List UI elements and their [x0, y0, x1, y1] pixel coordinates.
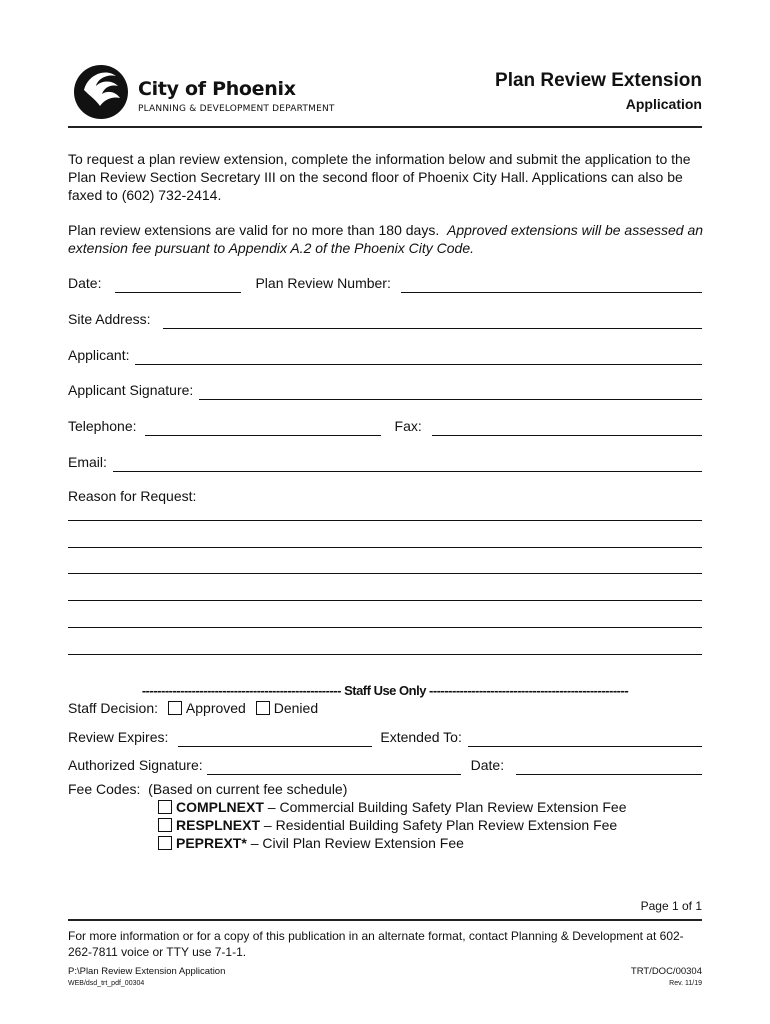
plan-review-number-label: Plan Review Number:: [255, 275, 391, 291]
fee-code: COMPLNEXT: [176, 799, 264, 815]
fee-description: – Civil Plan Review Extension Fee: [246, 835, 464, 851]
denied-checkbox[interactable]: [256, 701, 270, 715]
date-label: Date:: [68, 275, 102, 291]
site-address-label: Site Address:: [68, 311, 151, 327]
applicant-signature-label: Applicant Signature:: [68, 382, 194, 398]
header-divider: [68, 126, 702, 128]
fee-codes-note: (Based on current fee schedule): [148, 781, 348, 797]
reason-line[interactable]: [68, 654, 702, 655]
footer-left: [68, 966, 225, 990]
fee-code: PEPREXT*: [176, 835, 247, 851]
applicant-signature-field[interactable]: [199, 386, 702, 400]
denied-label: Denied: [273, 700, 319, 716]
authorized-signature-row: [68, 755, 702, 775]
plan-review-number-field[interactable]: [401, 279, 702, 293]
fee-codes-label: Fee Codes:: [68, 781, 141, 797]
footer-divider: [68, 919, 702, 921]
applicant-row: [68, 345, 702, 365]
fax-label: Fax:: [394, 418, 422, 434]
date-row: [68, 273, 702, 293]
applicant-signature-row: [68, 380, 702, 400]
document-title: Plan Review Extension: [495, 70, 702, 91]
date-field[interactable]: [115, 279, 241, 293]
phoenix-bird-icon: [70, 60, 132, 122]
applicant-label: Applicant:: [68, 347, 130, 363]
reason-line[interactable]: [68, 520, 702, 521]
reason-line[interactable]: [68, 600, 702, 601]
staff-use-separator: ---------------------------------------------------- Staff Use Only ----------------------------------------------------: [141, 683, 629, 698]
applicant-field[interactable]: [135, 351, 702, 365]
page-number: Page 1 of 1: [640, 899, 702, 913]
email-row: [68, 452, 702, 472]
staff-date-field[interactable]: [516, 761, 702, 775]
telephone-field[interactable]: [145, 422, 381, 436]
footer-contact-info: For more information or for a copy of this publication in an alternate format, contact Planning & Development at 602-262-7811 voice or TTY use 7-1-1.: [68, 929, 684, 959]
review-expires-label: Review Expires:: [68, 729, 169, 745]
site-address-row: [68, 309, 702, 329]
reason-line[interactable]: [68, 627, 702, 628]
email-field[interactable]: [113, 458, 702, 472]
fee-option-resplnext: [158, 817, 617, 833]
staff-decision-label: Staff Decision:: [68, 700, 159, 716]
authorized-signature-label: Authorized Signature:: [68, 757, 203, 773]
extended-to-label: Extended To:: [380, 729, 462, 745]
document-id: TRT/DOC/00304: [630, 966, 702, 977]
document-subtitle: Application: [625, 96, 702, 112]
fee-code: RESPLNEXT: [176, 817, 261, 833]
staff-decision-row: [68, 700, 318, 716]
review-expires-field[interactable]: [178, 733, 372, 747]
footer-right: [631, 966, 702, 990]
email-label: Email:: [68, 454, 107, 470]
reason-label: Reason for Request:: [68, 488, 197, 504]
complnext-checkbox[interactable]: [158, 800, 172, 814]
review-expires-row: [68, 727, 702, 747]
brand-block: [138, 78, 335, 114]
reason-line[interactable]: [68, 547, 702, 548]
fee-option-complnext: [158, 799, 627, 815]
fee-description: – Residential Building Safety Plan Review Extension Fee: [260, 817, 618, 833]
fee-codes-heading: [68, 781, 347, 797]
department-name: PLANNING & DEVELOPMENT DEPARTMENT: [138, 104, 335, 114]
fee-notice-text: Approved extensions will be assessed an extension fee pursuant to Appendix A.2 of the Phoenix City Code.: [68, 222, 704, 256]
validity-paragraph: [68, 221, 708, 257]
approved-checkbox[interactable]: [168, 701, 182, 715]
resplnext-checkbox[interactable]: [158, 818, 172, 832]
authorized-signature-field[interactable]: [207, 761, 461, 775]
site-address-field[interactable]: [163, 315, 703, 329]
fax-field[interactable]: [432, 422, 702, 436]
telephone-fax-row: [68, 416, 702, 436]
peprext-checkbox[interactable]: [158, 836, 172, 850]
org-name: City of Phoenix: [138, 78, 296, 100]
document-header: [68, 60, 702, 126]
file-path: P:\Plan Review Extension Application: [68, 966, 226, 977]
staff-date-label: Date:: [470, 757, 505, 773]
web-code: WEB/dsd_trt_pdf_00304: [68, 980, 145, 987]
fee-description: – Commercial Building Safety Plan Review Extension Fee: [263, 799, 627, 815]
fee-option-peprext: [158, 835, 464, 851]
validity-text: Plan review extensions are valid for no more than 180 days.: [68, 222, 440, 238]
revision: Rev. 11/19: [669, 980, 702, 987]
approved-label: Approved: [185, 700, 246, 716]
telephone-label: Telephone:: [68, 418, 137, 434]
reason-line[interactable]: [68, 573, 702, 574]
extended-to-field[interactable]: [468, 733, 702, 747]
intro-paragraph: To request a plan review extension, complete the information below and submit the application to the Plan Review Section Secretary III on the second floor of Phoenix City Hall. Applications can also be faxed to (602) 732-2414.: [68, 151, 691, 203]
